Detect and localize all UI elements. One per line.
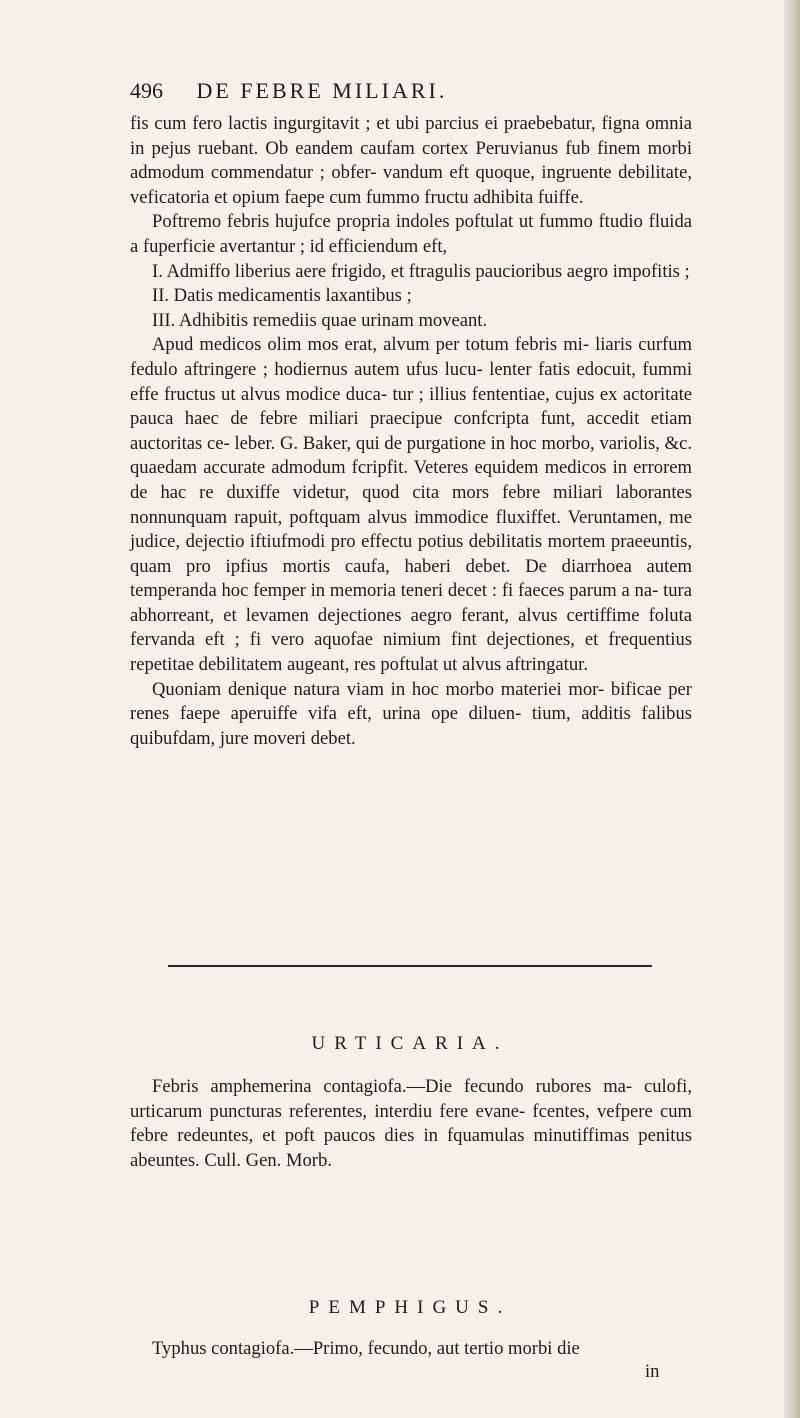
list-item: I. Admiffo liberius aere frigido, et ftragulis paucioribus aegro impofitis ; <box>152 260 690 282</box>
paragraph: Typhus contagiofa.—Primo, fecundo, aut tertio morbi die <box>152 1338 580 1359</box>
paragraph: Apud medicos olim mos erat, alvum per totum febris mi- liaris curfum fedulo aftringere ; hodiernus autem ufus lucu- lenter fatis edocuit, fummi effe fructus ut alvus modice duca- tur ; illius fententiae, cujus ex actoritate pauca haec de febre miliari praecipue confcripta funt, accedit etiam auctoritas ce- leber. G. Baker, qui de purgatione in hoc morbo, variolis, &c. quaedam accurate admodum fcripfit. Veteres equidem medicos in errorem de hac re duxiffe videtur, quod cita mors febre miliari laborantes nonnunquam rapuit, poftquam alvus immodice fluxiffet. Veruntamen, me judice, dejectio iftiufmodi pro effectu potius debilitatis mortem praeeuntis, quam pro ipfius mortis caufa, haberi debet. De diarrhoea autem temperanda hoc femper in memoria teneri decet : fi faeces parum a na- tura abhorreant, et levamen dejectiones aegro ferant, alvus certiffime foluta fervanda eft ; fi vero aquofae nimium fint dejectiones, et frequentius repetitae debilitatem augeant, res poftulat ut alvus aftringatur. <box>130 334 692 676</box>
list-item: III. Adhibitis remediis quae urinam moveant. <box>152 309 488 331</box>
running-title: DE FEBRE MILIARI. <box>196 78 448 103</box>
page-number: 496 <box>130 78 163 103</box>
section-text-urticaria <box>130 1075 692 1173</box>
paragraph: Quoniam denique natura viam in hoc morbo materiei mor- bificae per renes faepe aperuiffe vifa eft, urina ope diluen- tium, additis falibus quibufdam, jure moveri debet. <box>130 678 692 749</box>
section-heading-urticaria: URTICARIA. <box>311 1033 509 1054</box>
section-text-pemphigus <box>130 1337 692 1362</box>
paragraph: Poftremo febris hujufce propria indoles poftulat ut fummo ftudio fluida a fuperficie avertantur ; id efficiendum eft, <box>130 211 692 257</box>
paragraph: fis cum fero lactis ingurgitavit ; et ubi parcius ei praebebatur, figna omnia in pejus ruebant. Ob eandem caufam cortex Peruvianus fub finem morbi admodum commendatur ; obfer- vandum eft quoque, ingruente debilitate, veficatoria et opium faepe cum fummo fructu adhibita fuiffe. <box>130 113 692 208</box>
paragraph: Febris amphemerina contagiofa.—Die fecundo rubores ma- culofi, urticarum puncturas referentes, interdiu fere evane- fcentes, vefpere cum febre redeuntes, et poft paucos dies in fquamulas minutiffimas penitus abeuntes. Cull. Gen. Morb. <box>130 1076 692 1171</box>
list-item: II. Datis medicamentis laxantibus ; <box>152 285 412 307</box>
page-edge <box>784 0 800 1418</box>
main-text <box>130 112 692 751</box>
catchword: in <box>645 1361 660 1382</box>
section-divider <box>168 965 652 967</box>
running-header <box>130 78 690 104</box>
section-heading-pemphigus: PEMPHIGUS. <box>308 1297 512 1318</box>
